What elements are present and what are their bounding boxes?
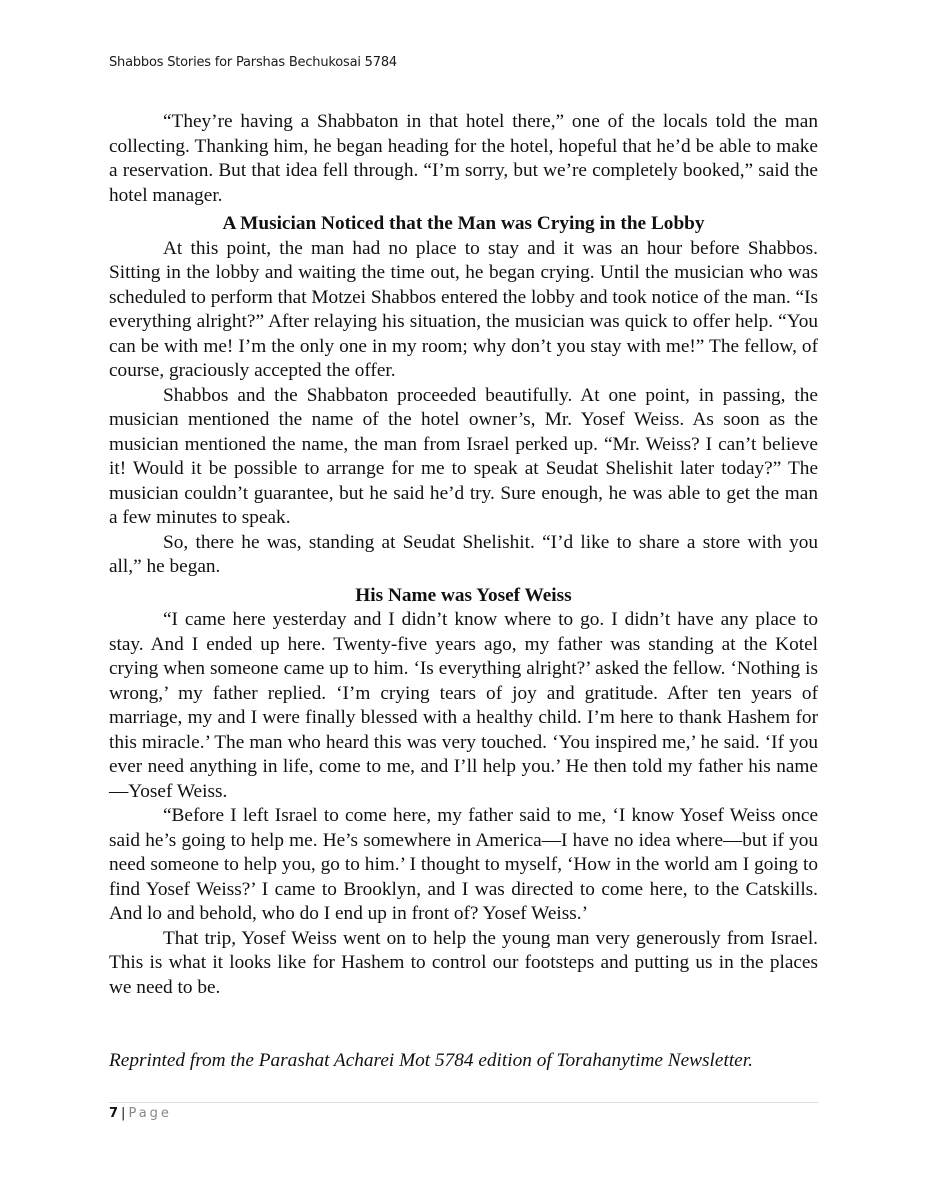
article-body — [109, 110, 818, 1000]
page-label: Page — [128, 1106, 172, 1121]
paragraph: At this point, the man had no place to stay and it was an hour before Shabbos. Sitting in the lobby and waiting the time out, he began crying. Until the musician who was scheduled to perform that Motzei Shabbos entered the lobby and took notice of the man. “Is everything alright?” After relaying his situation, the musician was quick to offer help. “You can be with me! I’m the only one in my room; why don’t you stay with me!” The fellow, of course, graciously accepted the offer. — [109, 237, 818, 381]
section-heading: His Name was Yosef Weiss — [355, 584, 572, 606]
paragraph: So, there he was, standing at Seudat Shelishit. “I’d like to share a store with you all,” he began. — [109, 531, 818, 577]
reprint-credit: Reprinted from the Parashat Acharei Mot 5784 edition of Torahanytime Newsletter. — [109, 1050, 753, 1071]
running-header: Shabbos Stories for Parshas Bechukosai 5784 — [109, 55, 397, 70]
paragraph: “Before I left Israel to come here, my father said to me, ‘I know Yosef Weiss once said he’s going to help me. He’s somewhere in America—I have no idea where—but if you need someone to help you, go to him.’ I thought to myself, ‘How in the world am I going to find Yosef Weiss?’ I came to Brooklyn, and I was directed to come here, to the Catskills. And lo and behold, who do I end up in front of? Yosef Weiss.’ — [109, 805, 818, 924]
paragraph: “They’re having a Shabbaton in that hotel there,” one of the locals told the man collecting. Thanking him, he began heading for the hotel, hopeful that he’d be able to make a reservation. But that idea fell through. “I’m sorry, but we’re completely booked,” said the hotel manager. — [109, 111, 818, 206]
page-footer — [109, 1106, 172, 1121]
paragraph: Shabbos and the Shabbaton proceeded beautifully. At one point, in passing, the musician mentioned the name of the hotel owner’s, Mr. Yosef Weiss. As soon as the musician mentioned the name, the man from Israel perked up. “Mr. Weiss? I can’t believe it! Would it be possible to arrange for me to speak at Seudat Shelishit later today?” The musician couldn’t guarantee, but he said he’d try. Sure enough, he was able to get the man a few minutes to speak. — [109, 384, 818, 528]
paragraph: “I came here yesterday and I didn’t know where to go. I didn’t have any place to stay. And I ended up here. Twenty-five years ago, my father was standing at the Kotel crying when someone came up to him. ‘Is everything alright?’ asked the fellow. ‘Nothing is wrong,’ my father replied. ‘I’m crying tears of joy and gratitude. After ten years of marriage, my and I were finally blessed with a healthy child. I’m here to thank Hashem for this miracle.’ The man who heard this was very touched. ‘You inspired me,’ he said. ‘If you ever need anything in life, come to me, and I’ll help you.’ He then told my father his name—Yosef Weiss. — [109, 609, 818, 802]
paragraph: That trip, Yosef Weiss went on to help the young man very generously from Israel. This is what it looks like for Hashem to control our footsteps and putting us in the places we need to be. — [109, 927, 818, 998]
section-heading: A Musician Noticed that the Man was Crying in the Lobby — [222, 213, 705, 234]
page-number: 7 — [109, 1106, 119, 1121]
footer-separator: | — [121, 1106, 126, 1121]
footer-divider — [109, 1102, 818, 1103]
